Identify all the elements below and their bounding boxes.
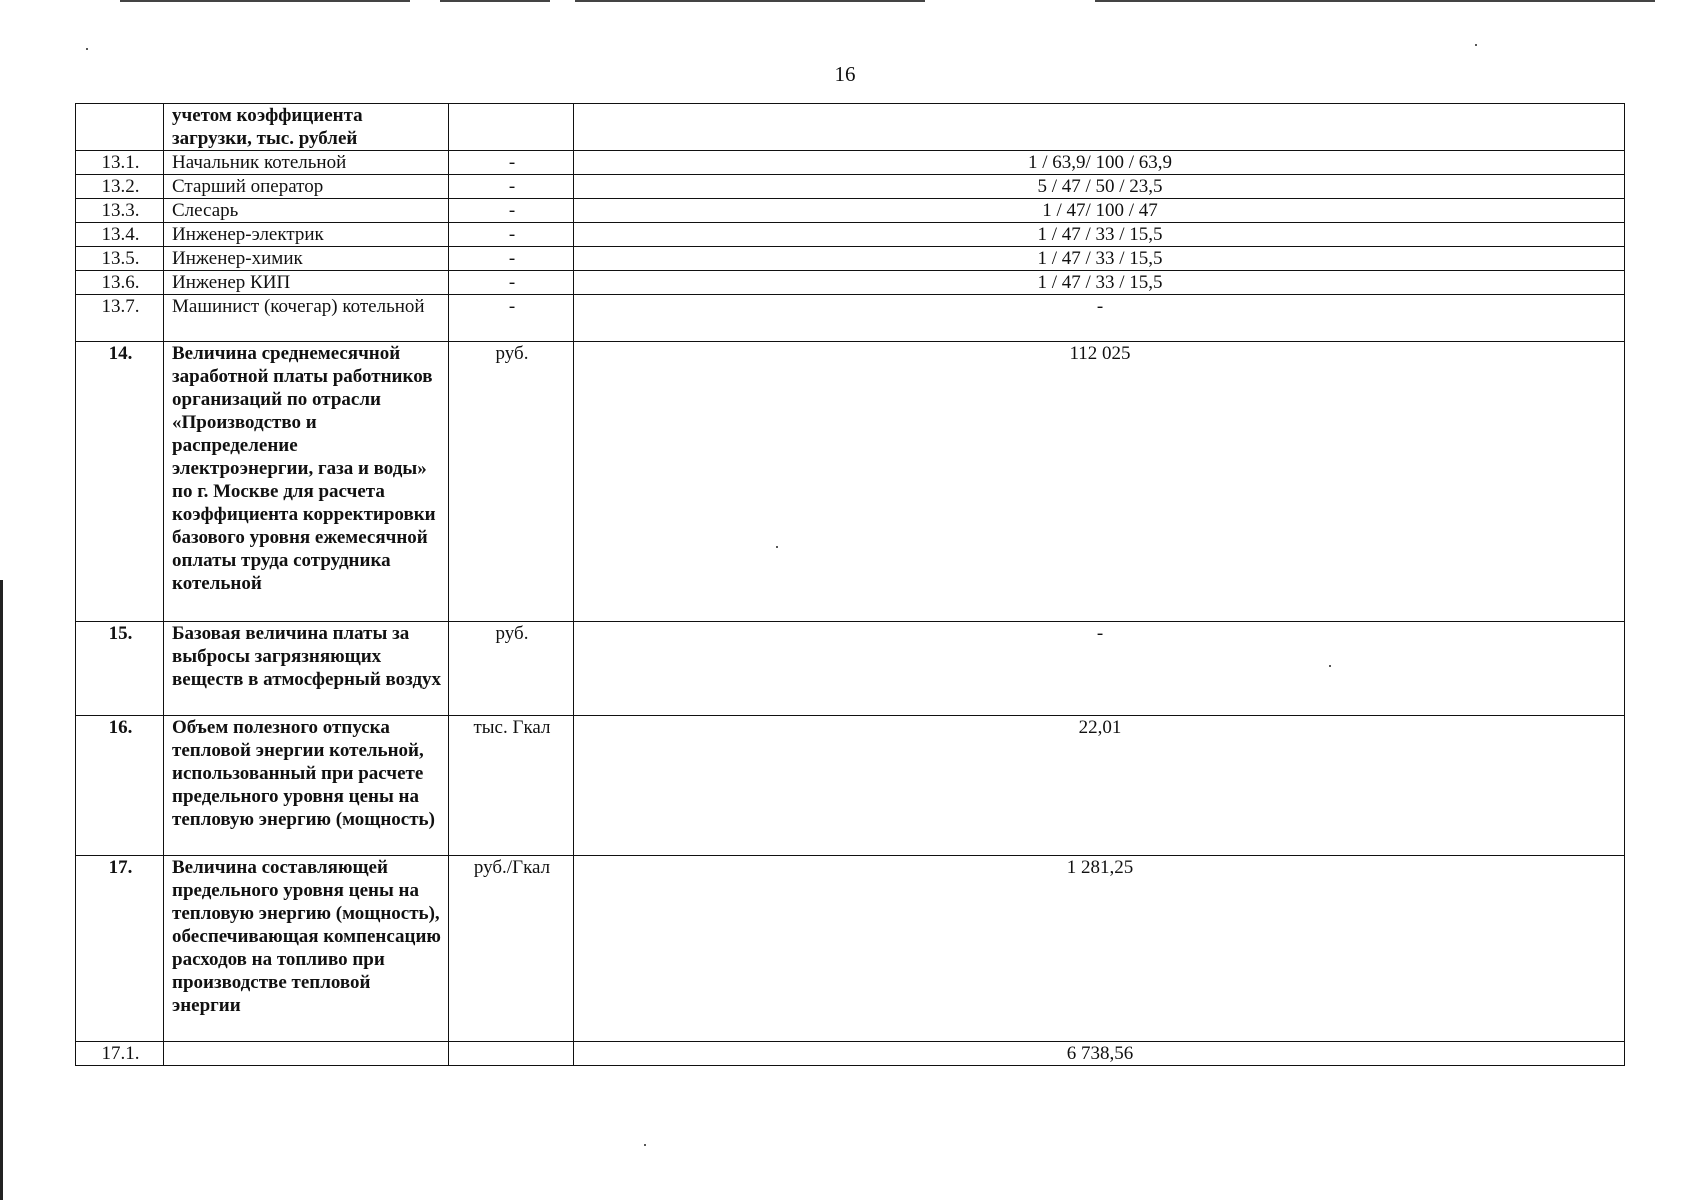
table-row bbox=[76, 247, 1625, 271]
scan-speck bbox=[86, 48, 88, 50]
scan-speck bbox=[1475, 44, 1477, 46]
row-value: 6 738,56 bbox=[574, 1042, 1625, 1066]
row-number: 13.1. bbox=[76, 151, 164, 175]
table-row bbox=[76, 716, 1625, 856]
row-unit: - bbox=[449, 271, 574, 295]
scan-edge-line bbox=[440, 0, 550, 2]
parameters-table bbox=[75, 103, 1625, 1066]
row-value: 1 / 47 / 33 / 15,5 bbox=[574, 223, 1625, 247]
table-row bbox=[76, 1042, 1625, 1066]
row-number: 16. bbox=[76, 716, 164, 856]
row-unit: руб. bbox=[449, 622, 574, 716]
row-value: - bbox=[574, 622, 1625, 716]
row-number: 15. bbox=[76, 622, 164, 716]
row-unit: - bbox=[449, 199, 574, 223]
row-number bbox=[76, 104, 164, 151]
row-number: 14. bbox=[76, 342, 164, 622]
row-value: 1 / 63,9/ 100 / 63,9 bbox=[574, 151, 1625, 175]
row-unit: - bbox=[449, 151, 574, 175]
row-name: Инженер-химик bbox=[164, 247, 449, 271]
row-number: 13.6. bbox=[76, 271, 164, 295]
page-number: 16 bbox=[834, 62, 856, 86]
row-value: - bbox=[574, 295, 1625, 342]
scan-edge-line bbox=[575, 0, 925, 2]
table-row bbox=[76, 856, 1625, 1042]
table-row bbox=[76, 622, 1625, 716]
table-row bbox=[76, 271, 1625, 295]
row-number: 17.1. bbox=[76, 1042, 164, 1066]
row-unit: руб. bbox=[449, 342, 574, 622]
table-row bbox=[76, 223, 1625, 247]
row-name: Машинист (кочегар) котельной bbox=[164, 295, 449, 342]
row-name: Величина среднемесячной заработной платы работников организаций по отрасли «Производство и распределение электроэнергии, газа и воды» по г. Москве для расчета коэффициента корректировки базового уровня ежемесячной оплаты труда сотрудника котельной bbox=[164, 342, 449, 622]
row-name: учетом коэффициента загрузки, тыс. рублей bbox=[164, 104, 449, 151]
row-number: 13.2. bbox=[76, 175, 164, 199]
row-name: Инженер КИП bbox=[164, 271, 449, 295]
row-unit: - bbox=[449, 175, 574, 199]
row-number: 17. bbox=[76, 856, 164, 1042]
table-row bbox=[76, 342, 1625, 622]
scan-speck bbox=[644, 1144, 646, 1146]
table-row bbox=[76, 175, 1625, 199]
row-name: Слесарь bbox=[164, 199, 449, 223]
row-value: 5 / 47 / 50 / 23,5 bbox=[574, 175, 1625, 199]
row-number: 13.7. bbox=[76, 295, 164, 342]
table-row bbox=[76, 104, 1625, 151]
row-value bbox=[574, 104, 1625, 151]
row-unit: - bbox=[449, 295, 574, 342]
row-unit bbox=[449, 1042, 574, 1066]
row-unit bbox=[449, 104, 574, 151]
row-unit: руб./Гкал bbox=[449, 856, 574, 1042]
table-row bbox=[76, 295, 1625, 342]
table-row bbox=[76, 199, 1625, 223]
row-value: 1 / 47 / 33 / 15,5 bbox=[574, 247, 1625, 271]
row-name: Объем полезного отпуска тепловой энергии котельной, использованный при расчете предельного уровня цены на тепловую энергию (мощность) bbox=[164, 716, 449, 856]
row-value: 112 025 bbox=[574, 342, 1625, 622]
row-number: 13.4. bbox=[76, 223, 164, 247]
scan-edge-line bbox=[1095, 0, 1655, 2]
row-name: Величина составляющей предельного уровня цены на тепловую энергию (мощность), обеспечивающая компенсацию расходов на топливо при производстве тепловой энергии bbox=[164, 856, 449, 1042]
row-name bbox=[164, 1042, 449, 1066]
row-unit: тыс. Гкал bbox=[449, 716, 574, 856]
row-number: 13.5. bbox=[76, 247, 164, 271]
scan-edge-line bbox=[120, 0, 410, 2]
row-number: 13.3. bbox=[76, 199, 164, 223]
row-name: Начальник котельной bbox=[164, 151, 449, 175]
row-name: Базовая величина платы за выбросы загрязняющих веществ в атмосферный воздух bbox=[164, 622, 449, 716]
row-value: 1 / 47 / 33 / 15,5 bbox=[574, 271, 1625, 295]
row-unit: - bbox=[449, 247, 574, 271]
row-value: 22,01 bbox=[574, 716, 1625, 856]
table-row bbox=[76, 151, 1625, 175]
row-value: 1 281,25 bbox=[574, 856, 1625, 1042]
scan-edge-bar bbox=[0, 580, 3, 1200]
row-name: Инженер-электрик bbox=[164, 223, 449, 247]
row-unit: - bbox=[449, 223, 574, 247]
row-value: 1 / 47/ 100 / 47 bbox=[574, 199, 1625, 223]
row-name: Старший оператор bbox=[164, 175, 449, 199]
